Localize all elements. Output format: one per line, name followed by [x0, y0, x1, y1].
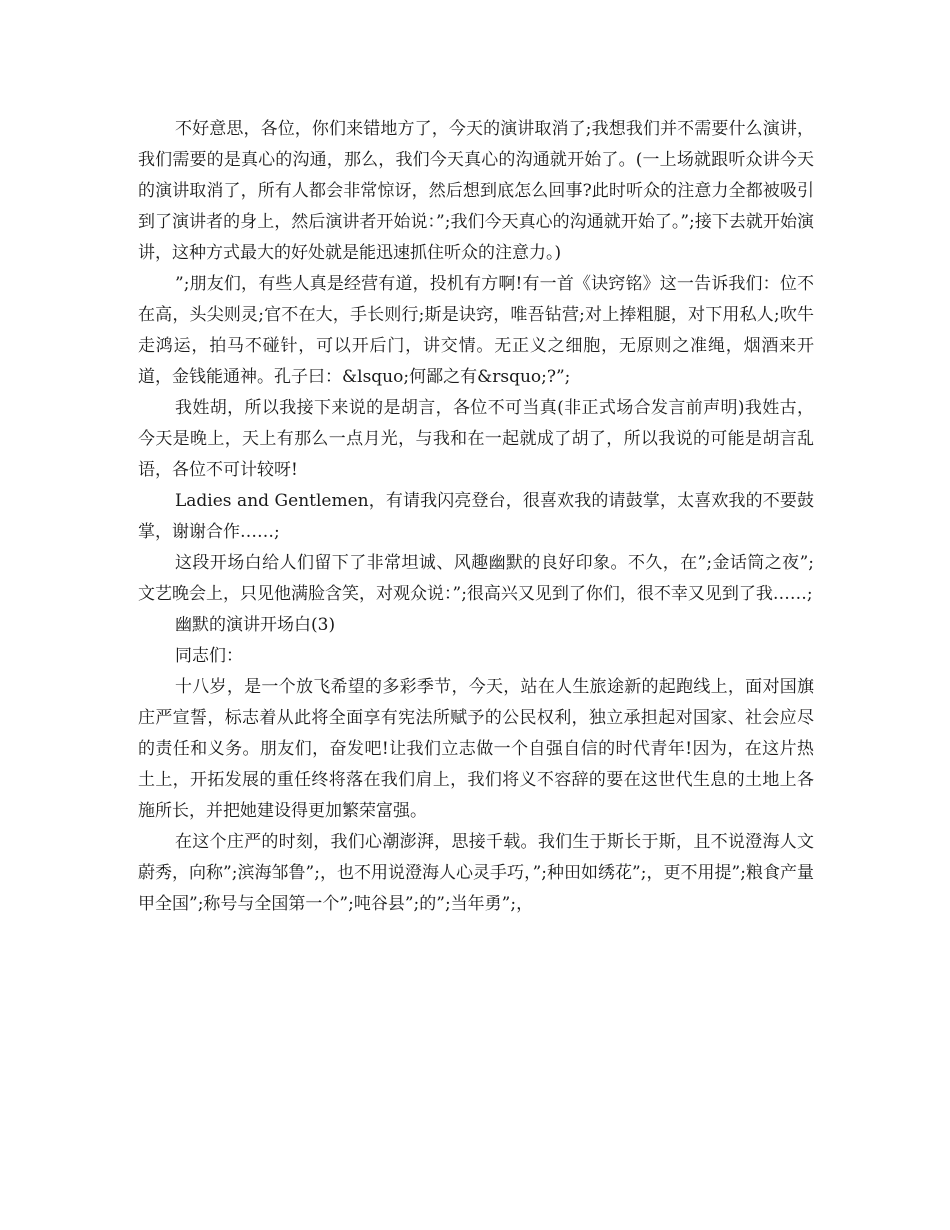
salutation: 同志们： [175, 646, 243, 666]
paragraph-impression: 这段开场白给人们留下了非常坦诚、风趣幽默的良好印象。不久，在”;金话筒之夜”;文艺晚会上，只见他满脸含笑，对观众说：”;很高兴又见到了你们，很不幸又见到了我……; [138, 553, 814, 604]
section-heading: 幽默的演讲开场白(3) [175, 615, 336, 635]
paragraph-intro-cancel: 不好意思，各位，你们来错地方了，今天的演讲取消了;我想我们并不需要什么演讲，我们需要的是真心的沟通，那么，我们今天真心的沟通就开始了。(一上场就跟听众讲今天的演讲取消了，所有人都会非常惊讶，然后想到底怎么回事?此时听众的注意力全都被吸引到了演讲者的身上，然后演讲者开始说：”;我们今天真心的沟通就开始了。”;接下去就开始演讲，这种方式最大的好处就是能迅速抓住听众的注意力。) [138, 119, 814, 263]
paragraph-friends-secret: ”;朋友们，有些人真是经营有道，投机有方啊!有一首《诀窍铭》这一告诉我们：位不在高，头尖则灵;官不在大，手长则行;斯是诀窍，唯吾钻营;对上捧粗腿，对下用私人;吹牛走鸿运，拍马不碰针，可以开后门，讲交情。无正义之细胞，无原则之准绳，烟酒来开道，金钱能通神。孔子曰：&lsquo;何鄙之有&rsquo;?”; [138, 274, 814, 387]
document-body [138, 114, 814, 920]
paragraph-solemn-moment: 在这个庄严的时刻，我们心潮澎湃，思接千载。我们生于斯长于斯，且不说澄海人文蔚秀，向称”;滨海邹鲁”;，也不用说澄海人心灵手巧，”;种田如绣花”;，更不用提”;粮食产量甲全国”;称号与全国第一个”;吨谷县”;的”;当年勇”;， [138, 832, 814, 914]
paragraph-eighteen: 十八岁，是一个放飞希望的多彩季节，今天，站在人生旅途新的起跑线上，面对国旗庄严宣誓，标志着从此将全面享有宪法所赋予的公民权利，独立承担起对国家、社会应尽的责任和义务。朋友们，奋发吧!让我们立志做一个自强自信的时代青年!因为，在这片热土上，开拓发展的重任终将落在我们肩上，我们将义不容辞的要在这世代生息的土地上各施所长，并把她建设得更加繁荣富强。 [138, 677, 814, 821]
paragraph-surname-hu: 我姓胡，所以我接下来说的是胡言，各位不可当真(非正式场合发言前声明)我姓古，今天是晚上，天上有那么一点月光，与我和在一起就成了胡了，所以我说的可能是胡言乱语，各位不可计较呀! [138, 398, 814, 480]
paragraph-ladies-gentlemen: Ladies and Gentlemen，有请我闪亮登台，很喜欢我的请鼓掌，太喜欢我的不要鼓掌，谢谢合作……; [138, 491, 814, 542]
